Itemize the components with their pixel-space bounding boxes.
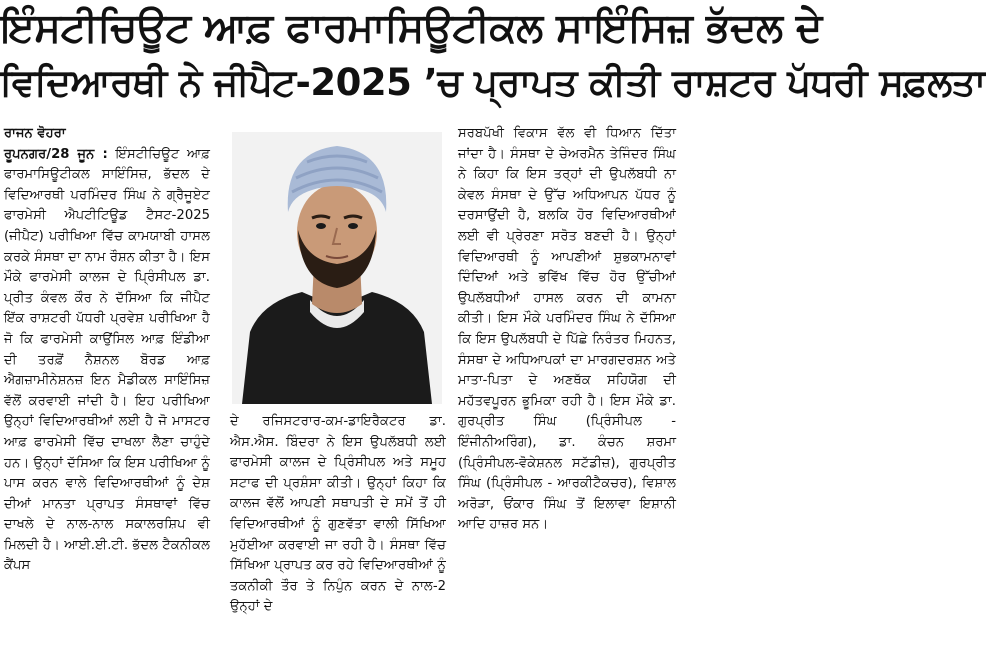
article-text-col2: ਦੇ ਰਜਿਸਟਰਾਰ-ਕਮ-ਡਾਇਰੈਕਟਰ ਡਾ. ਐਸ.ਐਸ. ਬਿੰਦਰਾ ਨੇ ਇਸ ਉਪਲੱਬਧੀ ਲਈ ਫਾਰਮੇਸੀ ਕਾਲਜ ਦੇ ਪ੍ਰਿੰਸੀਪਲ ਅਤੇ ਸਮੂਹ ਸਟਾਫ ਦੀ ਪ੍ਰਸ਼ੰਸਾ ਕੀਤੀ। ਉਨ੍ਹਾਂ ਕਿਹਾ ਕਿ ਕਾਲਜ ਵੱਲੋਂ ਆਪਣੀ ਸਥਾਪਤੀ ਦੇ ਸਮੇਂ ਤੋਂ ਹੀ ਵਿਦਿਆਰਥੀਆਂ ਨੂੰ ਗੁਣਵੱਤਾ ਵਾਲੀ ਸਿੱਖਿਆ ਮੁਹੱਈਆ ਕਰਵਾਈ ਜਾ ਰਹੀ ਹੈ। ਸੰਸਥਾ ਵਿੱਚ ਸਿੱਖਿਆ ਪ੍ਰਾਪਤ ਕਰ ਰਹੇ ਵਿਦਿਆਰਥੀਆਂ ਨੂੰ ਤਕਨੀਕੀ ਤੌਰ ਤੇ ਨਿਪੁੰਨ ਕਰਨ ਦੇ ਨਾਲ-2 ਉਨ੍ਹਾਂ ਦੇ <box>230 414 446 615</box>
dateline: ਰੂਪਨਗਰ/28 ਜੂਨ : <box>4 146 108 162</box>
article-column-2 <box>230 412 446 656</box>
byline: ਰਾਜਨ ਵੋਹਰਾ <box>4 126 66 141</box>
article-text-col3: ਸਰਬਪੱਖੀ ਵਿਕਾਸ ਵੱਲ ਵੀ ਧਿਆਨ ਦਿੱਤਾ ਜਾਂਦਾ ਹੈ। ਸੰਸਥਾ ਦੇ ਚੇਅਰਮੈਨ ਤੇਜਿੰਦਰ ਸਿੰਘ ਨੇ ਕਿਹਾ ਕਿ ਇਸ ਤਰ੍ਹਾਂ ਦੀ ਉਪਲੱਬਧੀ ਨਾ ਕੇਵਲ ਸੰਸਥਾ ਦੇ ਉੱਚ ਅਧਿਆਪਨ ਪੱਧਰ ਨੂੰ ਦਰਸਾਉਂਦੀ ਹੈ, ਬਲਕਿ ਹੋਰ ਵਿਦਿਆਰਥੀਆਂ ਲਈ ਵੀ ਪ੍ਰੇਰਣਾ ਸਰੋਤ ਬਣਦੀ ਹੈ। ਉਨ੍ਹਾਂ ਵਿਦਿਆਰਥੀ ਨੂੰ ਆਪਣੀਆਂ ਸ਼ੁਭਕਾਮਨਾਵਾਂ ਦਿੰਦਿਆਂ ਅਤੇ ਭਵਿੱਖ ਵਿੱਚ ਹੋਰ ਉੱਚੀਆਂ ਉਪਲੱਬਧੀਆਂ ਹਾਸਲ ਕਰਨ ਦੀ ਕਾਮਨਾ ਕੀਤੀ। ਇਸ ਮੌਕੇ ਪਰਮਿੰਦਰ ਸਿੰਘ ਨੇ ਦੱਸਿਆ ਕਿ ਇਸ ਉਪਲੱਬਧੀ ਦੇ ਪਿੱਛੇ ਨਿਰੰਤਰ ਮਿਹਨਤ, ਸੰਸਥਾ ਦੇ ਅਧਿਆਪਕਾਂ ਦਾ ਮਾਰਗਦਰਸ਼ਨ ਅਤੇ ਮਾਤਾ-ਪਿਤਾ ਦੇ ਅਣਥੱਕ ਸਹਿਯੋਗ ਦੀ ਮਹੱਤਵਪੂਰਨ ਭੂਮਿਕਾ ਰਹੀ ਹੈ। ਇਸ ਮੌਕੇ ਡਾ. ਗੁਰਪ੍ਰੀਤ ਸਿੰਘ (ਪ੍ਰਿੰਸੀਪਲ - ਇੰਜੀਨੀਅਰਿੰਗ), ਡਾ. ਕੰਚਨ ਸ਼ਰਮਾ (ਪ੍ਰਿੰਸੀਪਲ-ਵੋਕੇਸ਼ਨਲ ਸਟੱਡੀਜ਼), ਗੁਰਪ੍ਰੀਤ ਸਿੰਘ (ਪ੍ਰਿੰਸੀਪਲ - ਆਰਕੀਟੈਕਚਰ), ਵਿਸ਼ਾਲ ਅਰੋੜਾ, ਓਂਕਾਰ ਸਿੰਘ ਤੋਂ ਇਲਾਵਾ ਇਸ਼ਾਨੀ ਆਦਿ ਹਾਜ਼ਰ ਸਨ। <box>458 126 676 533</box>
headline-line-2: ਵਿਦਿਆਰਥੀ ਨੇ ਜੀਪੈਟ-2025 ’ਚ ਪ੍ਰਾਪਤ ਕੀਤੀ ਰਾਸ਼ਟਰ ਪੱਧਰੀ ਸਫ਼ਲਤਾ <box>0 61 986 104</box>
article-column-3 <box>458 124 676 656</box>
article-column-1 <box>4 124 210 656</box>
student-photo <box>232 132 442 404</box>
article-text-col1: ਇੰਸਟੀਚਿਊਟ ਆਫ਼ ਫਾਰਮਾਸਿਊਟੀਕਲ ਸਾਇੰਸਿਜ਼, ਭੱਦਲ ਦੇ ਵਿਦਿਆਰਥੀ ਪਰਮਿੰਦਰ ਸਿੰਘ ਨੇ ਗ੍ਰੈਜੂਏਟ ਫਾਰਮੇਸੀ ਐਪਟੀਟਿਊਡ ਟੈਸਟ-2025 (ਜੀਪੈਟ) ਪਰੀਖਿਆ ਵਿੱਚ ਕਾਮਯਾਬੀ ਹਾਸਲ ਕਰਕੇ ਸੰਸਥਾ ਦਾ ਨਾਮ ਰੌਸ਼ਨ ਕੀਤਾ ਹੈ। ਇਸ ਮੌਕੇ ਫਾਰਮੇਸੀ ਕਾਲਜ ਦੇ ਪ੍ਰਿੰਸੀਪਲ ਡਾ. ਪ੍ਰੀਤ ਕੰਵਲ ਕੌਰ ਨੇ ਦੱਸਿਆ ਕਿ ਜੀਪੈਟ ਇੱਕ ਰਾਸ਼ਟਰੀ ਪੱਧਰੀ ਪ੍ਰਵੇਸ਼ ਪਰੀਖਿਆ ਹੈ ਜੋ ਕਿ ਫਾਰਮੇਸੀ ਕਾਉਂਸਿਲ ਆਫ਼ ਇੰਡੀਆ ਦੀ ਤਰਫ਼ੋਂ ਨੈਸ਼ਨਲ ਬੋਰਡ ਆਫ਼ ਐਗਜ਼ਾਮੀਨੇਸ਼ਨਜ਼ ਇਨ ਮੈਡੀਕਲ ਸਾਇੰਸਿਜ਼ ਵੱਲੋਂ ਕਰਵਾਈ ਜਾਂਦੀ ਹੈ। ਇਹ ਪਰੀਖਿਆ ਉਨ੍ਹਾਂ ਵਿਦਿਆਰਥੀਆਂ ਲਈ ਹੈ ਜੋ ਮਾਸਟਰ ਆਫ਼ ਫਾਰਮੇਸੀ ਵਿੱਚ ਦਾਖਲਾ ਲੈਣਾ ਚਾਹੁੰਦੇ ਹਨ। ਉਨ੍ਹਾਂ ਦੱਸਿਆ ਕਿ ਇਸ ਪਰੀਖਿਆ ਨੂੰ ਪਾਸ ਕਰਨ ਵਾਲੇ ਵਿਦਿਆਰਥੀਆਂ ਨੂੰ ਦੇਸ਼ ਦੀਆਂ ਮਾਨਤਾ ਪ੍ਰਾਪਤ ਸੰਸਥਾਵਾਂ ਵਿੱਚ ਦਾਖਲੇ ਦੇ ਨਾਲ-ਨਾਲ ਸਕਾਲਰਸ਼ਿਪ ਵੀ ਮਿਲਦੀ ਹੈ। ਆਈ.ਈ.ਟੀ. ਭੱਦਲ ਟੈਕਨੀਕਲ ਕੈਂਪਸ <box>4 146 211 574</box>
headline-line-1: ਇੰਸਟੀਚਿਊਟ ਆਫ਼ ਫਾਰਮਾਸਿਊਟੀਕਲ ਸਾਇੰਸਿਜ਼ ਭੱਦਲ ਦੇ <box>0 5 822 51</box>
student-portrait-illustration <box>232 132 442 404</box>
